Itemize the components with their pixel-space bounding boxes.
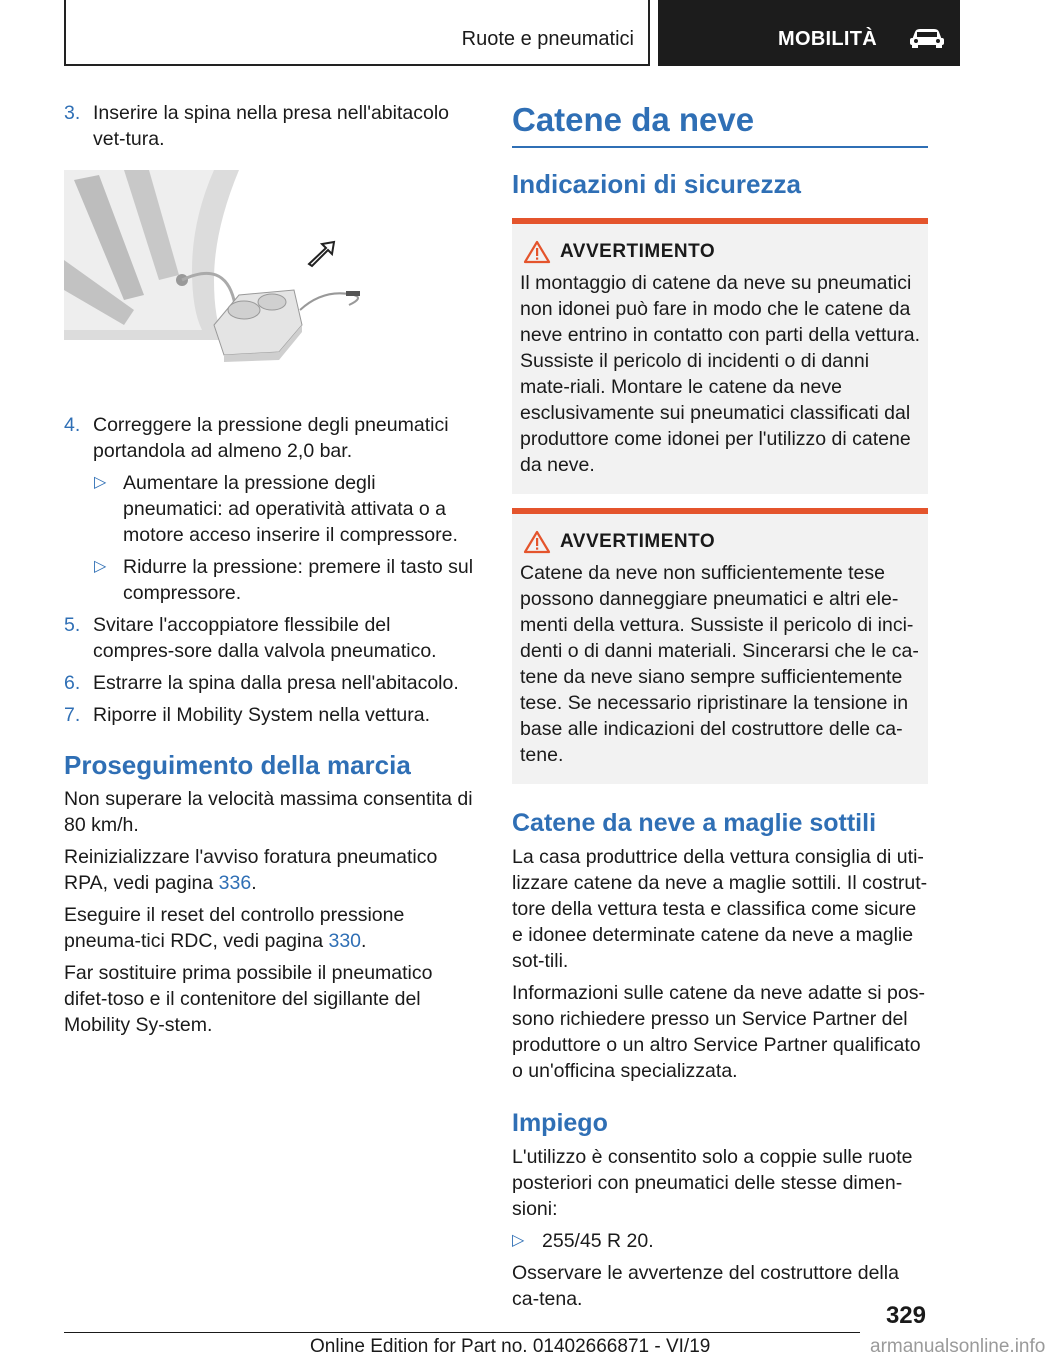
page-number: 329 xyxy=(885,1302,926,1329)
step-text: Correggere la pressione degli pneumatici portandola ad almeno 2,0 bar. xyxy=(93,414,449,462)
section-heading-use: Impiego xyxy=(512,1109,608,1137)
paragraph-text: Eseguire il reset del controllo pressione pneuma-tici RDC, vedi pagina xyxy=(64,904,405,952)
step-6 xyxy=(64,670,476,696)
step-text: Inserire la spina nella presa nell'abitacolo vet-tura. xyxy=(93,102,450,150)
step-text: Riporre il Mobility System nella vettura. xyxy=(93,704,431,726)
step-number: 7. xyxy=(64,704,81,726)
substep-decrease xyxy=(64,554,476,606)
warning-body: Il montaggio di catene da neve su pneumatici non idonei può fare in modo che le catene da neve entrino in contatto con parti della vettura. Sussiste il pericolo di incidenti o di danni mate-riali. Montare le catene da neve esclusivamente sui pneumatici classificati dal produttore come idonei per l'utilizzo di catene da neve. xyxy=(520,272,920,476)
triangle-bullet-icon: ▷ xyxy=(512,1232,525,1249)
header-section-tab xyxy=(64,0,650,66)
step-number: 4. xyxy=(64,414,81,436)
footer-edition: Online Edition for Part no. 01402666871 - VI/19 xyxy=(310,1336,711,1357)
paragraph-text: . xyxy=(361,930,367,952)
right-column xyxy=(512,100,928,1318)
footer-watermark: armanualsonline.info xyxy=(870,1336,1045,1357)
step-text: Estrarre la spina dalla presa nell'abitacolo. xyxy=(93,672,459,694)
bullet-tire-size xyxy=(512,1228,928,1254)
substep-text: Ridurre la pressione: premere il tasto sul compressore. xyxy=(123,556,474,604)
warning-box-1 xyxy=(512,218,928,494)
paragraph: Informazioni sulle catene da neve adatte si pos-sono richiedere presso un Service Partner del produttore o un altro Service Partner qualificato o un'officina specializzata. xyxy=(512,982,925,1082)
warning-body: Catene da neve non sufficientemente tese possono danneggiare pneumatici e altri ele-menti della vettura. Sussiste il pericolo di inci-denti o di danni materiali. Sincerarsi che le ca-tene da neve siano sempre sufficientemente tese. Se necessario ripristinare la tensione in base alle indicazioni del costruttore delle ca-tene. xyxy=(520,562,919,766)
section-heading-fine-chains: Catene da neve a maglie sottili xyxy=(512,809,877,837)
tire-compressor-illustration xyxy=(64,170,476,386)
header-chapter-title: MOBILITÀ xyxy=(778,28,878,50)
paragraph xyxy=(64,902,476,954)
warning-title xyxy=(520,530,920,554)
warning-title xyxy=(520,240,920,264)
paragraph: Osservare le avvertenze del costruttore della ca-tena. xyxy=(512,1262,899,1310)
warning-box-2 xyxy=(512,508,928,784)
paragraph: Non superare la velocità massima consentita di 80 km/h. xyxy=(64,788,473,836)
footer-divider xyxy=(64,1332,860,1333)
bullet-text: 255/45 R 20. xyxy=(542,1230,654,1252)
step-3 xyxy=(64,100,476,152)
page-link-336[interactable]: 336 xyxy=(218,872,252,894)
triangle-bullet-icon: ▷ xyxy=(94,558,107,575)
page-title: Catene da neve xyxy=(512,100,928,148)
step-number: 3. xyxy=(64,102,81,124)
warning-triangle-icon xyxy=(524,240,550,264)
section-heading-continue: Proseguimento della marcia xyxy=(64,750,411,780)
paragraph xyxy=(64,844,476,896)
warning-title-text: AVVERTIMENTO xyxy=(560,531,716,552)
paragraph: L'utilizzo è consentito solo a coppie sulle ruote posteriori con pneumatici delle stesse dimen-sioni: xyxy=(512,1146,913,1220)
warning-title-text: AVVERTIMENTO xyxy=(560,241,716,262)
header-section-title: Ruote e pneumatici xyxy=(461,28,634,50)
page-link-330[interactable]: 330 xyxy=(328,930,362,952)
paragraph-text: . xyxy=(251,872,257,894)
paragraph: Far sostituire prima possibile il pneumatico difet-toso e il contenitore del sigillante del Mobility Sy-stem. xyxy=(64,962,433,1036)
step-4 xyxy=(64,412,476,464)
triangle-bullet-icon: ▷ xyxy=(94,474,107,491)
step-number: 6. xyxy=(64,672,81,694)
substep-increase xyxy=(64,470,476,548)
step-7 xyxy=(64,702,476,728)
paragraph: La casa produttrice della vettura consiglia di uti-lizzare catene da neve a maglie sottili. Il costrut-tore della vettura testa e classifica come sicure e idonee determinate catene da neve a maglie sot-tili. xyxy=(512,846,928,972)
substep-text: Aumentare la pressione degli pneumatici: ad operatività attivata o a motore acceso inserire il compressore. xyxy=(123,472,458,546)
paragraph-text: Reinizializzare l'avviso foratura pneumatico RPA, vedi pagina xyxy=(64,846,438,894)
warning-triangle-icon xyxy=(524,530,550,554)
step-5 xyxy=(64,612,476,664)
car-icon xyxy=(908,26,946,48)
step-text: Svitare l'accoppiatore flessibile del compres-sore dalla valvola pneumatico. xyxy=(93,614,437,662)
header-chapter-tab xyxy=(658,0,960,66)
step-number: 5. xyxy=(64,614,81,636)
left-column xyxy=(64,100,476,1044)
section-heading-safety: Indicazioni di sicurezza xyxy=(512,169,801,199)
